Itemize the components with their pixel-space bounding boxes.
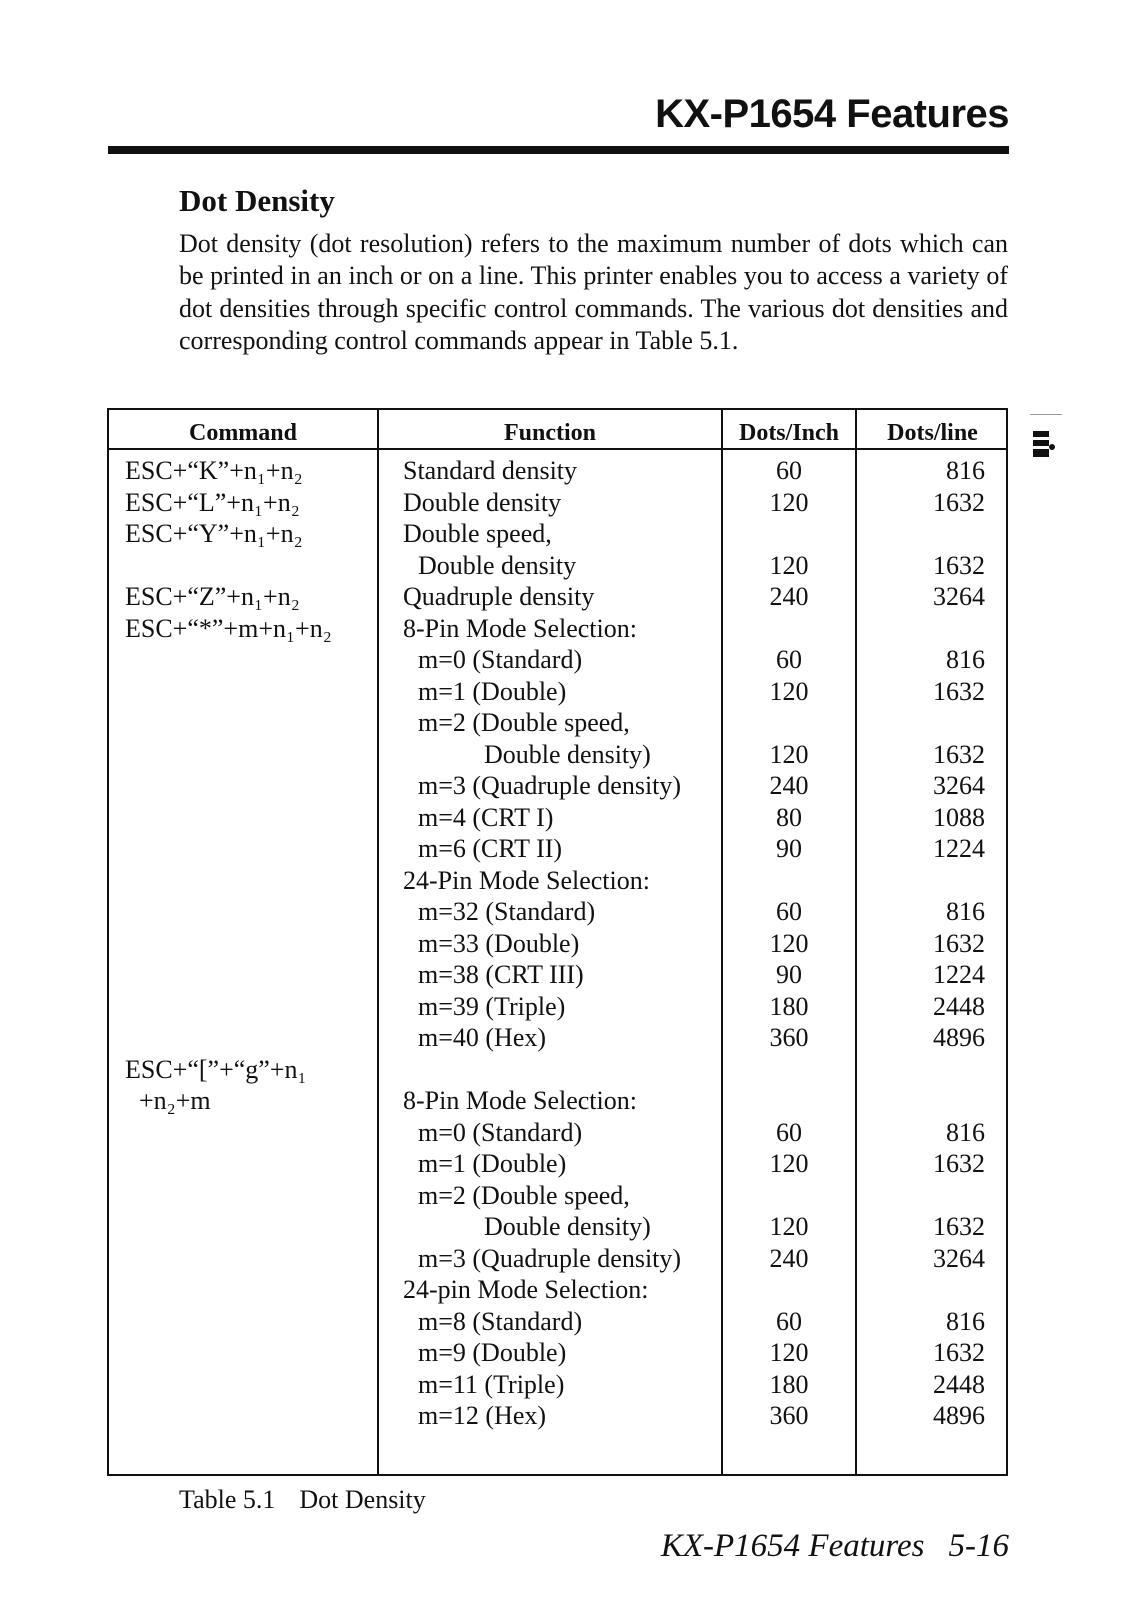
cell-dots-line: 2448 xyxy=(933,991,985,1021)
table-divider xyxy=(377,410,379,1474)
column-header-command: Command xyxy=(188,420,297,446)
cell-function: m=11 (Triple) xyxy=(418,1369,565,1399)
cell-function: Double density) xyxy=(484,739,651,769)
cell-function: m=9 (Double) xyxy=(418,1338,567,1367)
cell-dots-line: 1632 xyxy=(933,739,985,769)
cell-function: 8-Pin Mode Selection: xyxy=(403,1086,637,1115)
cell-function: m=38 (CRT III) xyxy=(418,960,584,989)
cell-dots-line: 1632 xyxy=(933,550,985,580)
column-header-dots-line: Dots/line xyxy=(887,420,978,446)
cell-function: m=12 (Hex) xyxy=(418,1401,547,1430)
cell-dots-inch: 360 xyxy=(769,1401,809,1430)
section-heading: Dot Density xyxy=(179,183,335,218)
cell-dots-line: 816 xyxy=(946,897,985,926)
cell-function: Double density xyxy=(403,487,562,517)
cell-dots-line: 3264 xyxy=(933,771,985,800)
cell-dots-line: 1632 xyxy=(933,1338,985,1367)
cell-dots-inch: 120 xyxy=(769,676,809,706)
cell-dots-line: 816 xyxy=(946,645,985,674)
cell-dots-inch: 120 xyxy=(769,1338,809,1367)
page-footer xyxy=(661,1528,1009,1565)
cell-dots-line: 816 xyxy=(946,1117,985,1147)
cell-dots-line: 3264 xyxy=(933,1243,985,1273)
cell-function: 24-Pin Mode Selection: xyxy=(403,865,650,895)
cell-dots-line: 1088 xyxy=(933,802,985,832)
cell-function: Standard density xyxy=(403,456,578,485)
cell-dots-line: 1224 xyxy=(933,834,985,863)
cell-function: m=33 (Double) xyxy=(418,928,580,958)
table-divider xyxy=(855,410,857,1474)
cell-dots-line: 4896 xyxy=(933,1023,985,1052)
cell-function: m=8 (Standard) xyxy=(418,1306,583,1336)
cell-dots-inch: 240 xyxy=(769,771,809,800)
cell-dots-line: 1632 xyxy=(933,1149,985,1178)
cell-function: 24-pin Mode Selection: xyxy=(403,1275,649,1304)
cell-dots-line: 3264 xyxy=(933,582,985,611)
cell-dots-inch: 180 xyxy=(769,991,809,1021)
cell-function: m=3 (Quadruple density) xyxy=(418,1243,682,1273)
cell-function: m=39 (Triple) xyxy=(418,991,566,1021)
cell-function: m=2 (Double speed, xyxy=(418,708,630,737)
cell-dots-inch: 120 xyxy=(769,928,809,958)
cell-dots-inch: 90 xyxy=(776,834,802,863)
cell-dots-inch: 120 xyxy=(769,487,809,517)
cell-function: Quadruple density xyxy=(403,582,595,611)
cell-function: m=40 (Hex) xyxy=(418,1023,547,1052)
cell-dots-inch: 60 xyxy=(776,1306,802,1336)
cell-command: ESC+“L”+n₁+n₂ xyxy=(125,487,300,517)
cell-dots-line: 2448 xyxy=(933,1369,985,1399)
cell-function: 8-Pin Mode Selection: xyxy=(403,613,637,643)
cell-function: m=4 (CRT I) xyxy=(418,802,554,832)
table-divider xyxy=(721,410,723,1474)
cell-dots-inch: 180 xyxy=(769,1369,809,1399)
cell-function: Double density) xyxy=(484,1212,651,1241)
cell-dots-inch: 60 xyxy=(776,1117,802,1147)
cell-command: ESC+“K”+n₁+n₂ xyxy=(125,456,303,485)
cell-function: m=0 (Standard) xyxy=(418,1117,583,1147)
column-header-dots-inch: Dots/Inch xyxy=(738,420,840,446)
cell-dots-inch: 360 xyxy=(769,1023,809,1052)
dot-density-table xyxy=(107,408,1008,1476)
caption-text: Dot Density xyxy=(299,1485,426,1514)
column-header-function: Function xyxy=(503,420,596,446)
cell-function: m=2 (Double speed, xyxy=(418,1180,630,1210)
cell-dots-line: 816 xyxy=(946,456,985,485)
cell-function: Double density xyxy=(418,550,577,580)
cell-command: ESC+“[”+“g”+n₁ xyxy=(125,1054,307,1084)
cell-command: ESC+“Z”+n₁+n₂ xyxy=(125,582,300,611)
table-header-rule xyxy=(109,448,1006,450)
cell-function: m=6 (CRT II) xyxy=(418,834,563,863)
cell-function: m=1 (Double) xyxy=(418,1149,567,1178)
cell-dots-line: 1224 xyxy=(933,960,985,989)
intro-paragraph: Dot density (dot resolution) refers to the maximum number of dots which can be printed in an inch or on a line. This printer enables you to access a variety of dot densities through specific control commands. The various dot densities and corresponding control commands appear in Table 5.1. xyxy=(179,229,1008,356)
cell-dots-line: 4896 xyxy=(933,1401,985,1430)
cell-function: Double speed, xyxy=(403,519,552,548)
cell-dots-line: 1632 xyxy=(933,928,985,958)
cell-dots-inch: 90 xyxy=(776,960,802,989)
cell-command: +n₂+m xyxy=(139,1086,211,1115)
cell-dots-line: 816 xyxy=(946,1306,985,1336)
cell-command: ESC+“*”+m+n₁+n₂ xyxy=(125,613,332,643)
thumb-tab-icon xyxy=(1033,431,1055,459)
table-caption xyxy=(179,1485,426,1515)
thumb-tab-tick xyxy=(1030,414,1062,415)
cell-dots-inch: 120 xyxy=(769,1149,809,1178)
cell-dots-inch: 60 xyxy=(776,897,802,926)
cell-dots-line: 1632 xyxy=(933,1212,985,1241)
cell-function: m=3 (Quadruple density) xyxy=(418,771,682,800)
footer-title: KX-P1654 Features xyxy=(660,1528,925,1564)
cell-dots-inch: 120 xyxy=(769,1212,809,1241)
cell-dots-inch: 60 xyxy=(776,456,802,485)
cell-dots-inch: 240 xyxy=(769,1243,809,1273)
cell-dots-inch: 60 xyxy=(776,645,802,674)
cell-dots-inch: 120 xyxy=(769,550,809,580)
cell-function: m=0 (Standard) xyxy=(418,645,583,674)
cell-function: m=32 (Standard) xyxy=(418,897,596,926)
cell-dots-inch: 80 xyxy=(776,802,802,832)
cell-dots-inch: 240 xyxy=(769,582,809,611)
cell-function: m=1 (Double) xyxy=(418,676,567,706)
cell-dots-line: 1632 xyxy=(933,487,985,517)
header-rule xyxy=(108,146,1009,154)
cell-dots-inch: 120 xyxy=(769,739,809,769)
page-header-title: KX-P1654 Features xyxy=(655,92,1009,136)
cell-dots-line: 1632 xyxy=(933,676,985,706)
cell-command: ESC+“Y”+n₁+n₂ xyxy=(125,519,303,548)
caption-number: Table 5.1 xyxy=(179,1485,276,1514)
page-number: 5-16 xyxy=(948,1528,1009,1564)
